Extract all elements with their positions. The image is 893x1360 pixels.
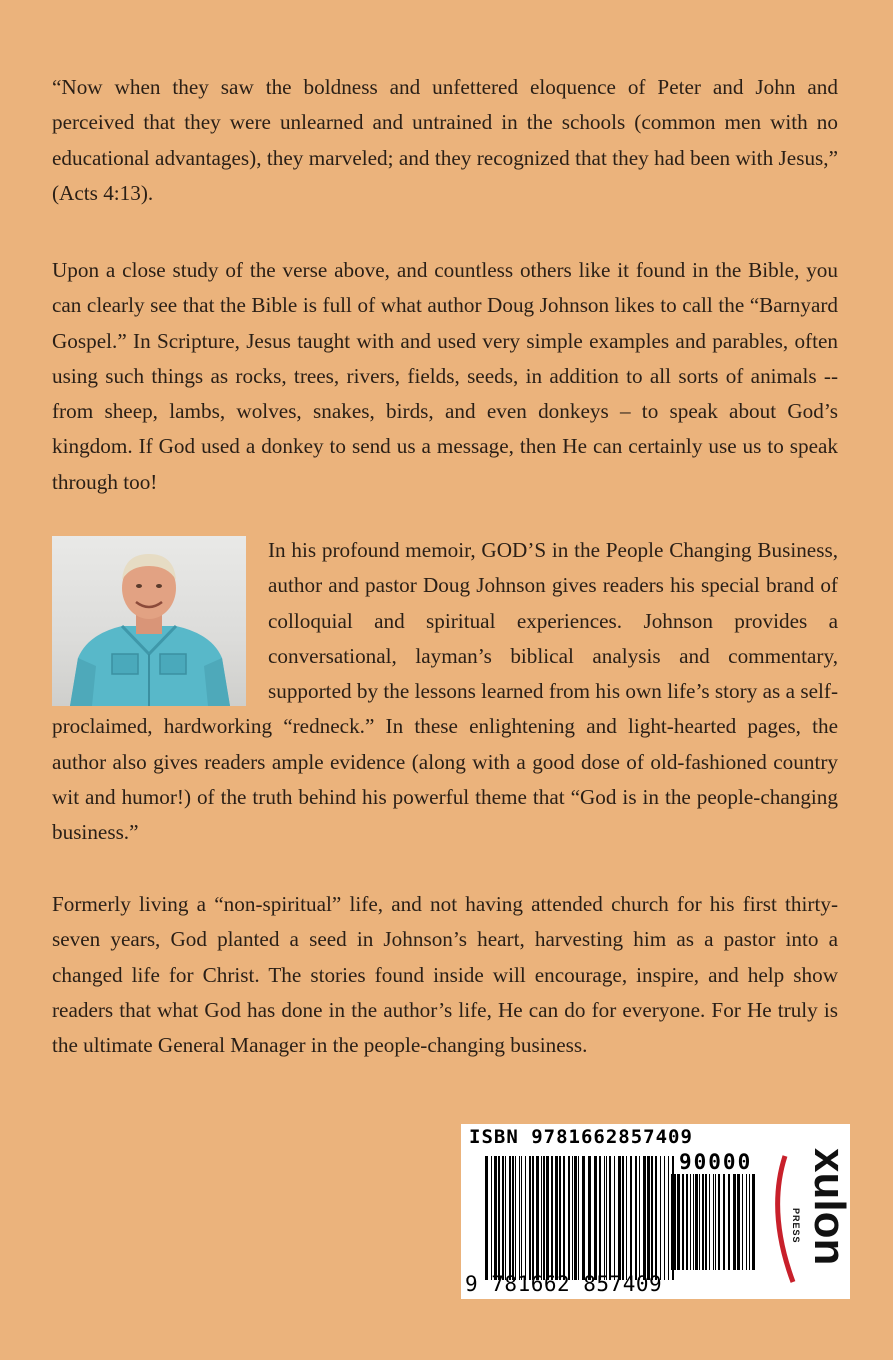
barcode-bar — [546, 1156, 549, 1280]
barcode-bar — [525, 1156, 526, 1280]
barcode-bar — [622, 1156, 624, 1280]
barcode-bar — [733, 1174, 736, 1270]
barcode-bar — [673, 1174, 676, 1270]
barcode-bar — [582, 1156, 585, 1280]
barcode-bar — [630, 1156, 632, 1280]
memoir-section — [52, 533, 838, 851]
author-photo — [52, 536, 246, 706]
barcode-bar — [599, 1156, 601, 1280]
barcode-bar — [723, 1174, 725, 1270]
barcode-bar — [521, 1156, 522, 1280]
barcode-bar — [742, 1174, 743, 1270]
barcode-bar — [568, 1156, 570, 1280]
barcode-bar — [677, 1174, 680, 1270]
barcode-bar — [660, 1156, 661, 1280]
price-addon-number: 90000 — [679, 1150, 753, 1174]
ean-barcode — [485, 1156, 673, 1280]
barcode-bar — [705, 1174, 707, 1270]
author-portrait-icon — [52, 536, 246, 706]
barcode-bar — [715, 1174, 716, 1270]
barcode-bar — [643, 1156, 646, 1280]
barcode-bar — [543, 1156, 545, 1280]
barcode-bar — [555, 1156, 558, 1280]
publisher-name: xulon — [805, 1148, 854, 1266]
barcode-bar — [664, 1156, 665, 1280]
barcode-bar — [559, 1156, 561, 1280]
barcode-bar — [594, 1156, 597, 1280]
barcode-bar — [563, 1156, 565, 1280]
barcode-bar — [695, 1174, 698, 1270]
isbn-barcode-block — [461, 1124, 854, 1299]
barcode-bar — [618, 1156, 621, 1280]
barcode-bar — [532, 1156, 534, 1280]
barcode-bar — [713, 1174, 714, 1270]
barcode-bar — [702, 1174, 704, 1270]
barcode-bar — [551, 1156, 553, 1280]
barcode-bar — [578, 1156, 579, 1280]
barcode-bar — [728, 1174, 730, 1270]
barcode-bar — [572, 1156, 573, 1280]
barcode-bar — [588, 1156, 591, 1280]
publisher-sub: PRESS — [791, 1208, 801, 1244]
barcode-bar — [668, 1156, 669, 1280]
barcode-bar — [512, 1156, 514, 1280]
addon-barcode — [671, 1174, 755, 1270]
barcode-bar — [699, 1174, 700, 1270]
barcode-bar — [509, 1156, 511, 1280]
barcode-bar — [752, 1174, 755, 1270]
isbn-digits: 9 781662 857409 — [465, 1272, 663, 1296]
conversion-paragraph: Formerly living a “non-spiritual” life, and not having attended church for his first thirty-seven years, God planted a seed in Johnson’s heart, harvesting him as a pastor into a changed life for Christ. The stories found inside will encourage, inspire, and help show readers that what God has done in the author’s life, He can do for everyone. For He truly is the ultimate General Manager in the people-changing business. — [52, 892, 838, 1058]
barcode-bar — [574, 1156, 577, 1280]
xulon-press-logo — [771, 1142, 854, 1292]
barcode-bar — [502, 1156, 504, 1280]
barcode-bar — [671, 1174, 672, 1270]
barcode-bar — [737, 1174, 740, 1270]
barcode-bar — [709, 1174, 710, 1270]
barcode-bar — [635, 1156, 637, 1280]
barcode-bar — [494, 1156, 497, 1280]
barcode-bar — [529, 1156, 531, 1280]
memoir-paragraph: In his profound memoir, GOD’S in the People Changing Business, author and pastor Doug Johnson gives readers his special brand of colloquial and spiritual experiences. Johnson provides a conversational, layman’s biblical analysis and commentary, supported by the lessons learned from his own life’s story as a self-proclaimed, hardworking “redneck.” In these enlightening and light-hearted pages, the author also gives readers ample evidence (along with a good dose of old-fashioned country wit and humor!) of the truth behind his powerful theme that “God is in the people-changing business.” — [52, 538, 838, 845]
barnyard-gospel-paragraph: Upon a close study of the verse above, and countless others like it found in the Bible, you can clearly see that the Bible is full of what author Doug Johnson likes to call the “Barnyard Gospel.” In Scripture, Jesus taught with and used very simple examples and parables, often using such things as rocks, trees, rivers, fields, seeds, in addition to all sorts of animals -- from sheep, lambs, wolves, snakes, birds, and even donkeys – to speak about God’s kingdom. If God used a donkey to send us a message, then He can certainly use us to speak through too! — [52, 258, 838, 494]
barcode-bar — [505, 1156, 506, 1280]
barcode-bar — [515, 1156, 516, 1280]
barcode-bar — [718, 1174, 720, 1270]
barcode-bar — [746, 1174, 747, 1270]
barcode-bar — [485, 1156, 488, 1280]
logo-swoosh-icon — [778, 1156, 793, 1282]
barcode-bar — [655, 1156, 657, 1280]
barcode-bar — [682, 1174, 684, 1270]
barcode-bar — [498, 1156, 500, 1280]
barcode-bar — [749, 1174, 750, 1270]
barcode-bar — [519, 1156, 520, 1280]
barcode-bar — [606, 1156, 607, 1280]
barcode-bar — [541, 1156, 542, 1280]
barcode-bar — [647, 1156, 650, 1280]
isbn-label: ISBN 9781662857409 — [469, 1126, 693, 1148]
barcode-bar — [609, 1156, 611, 1280]
barcode-bar — [491, 1156, 492, 1280]
barcode-bar — [686, 1174, 688, 1270]
barcode-bar — [626, 1156, 627, 1280]
barcode-bar — [614, 1156, 615, 1280]
barcode-bar — [651, 1156, 653, 1280]
barcode-bar — [690, 1174, 691, 1270]
barcode-bar — [639, 1156, 640, 1280]
scripture-quote: “Now when they saw the boldness and unfettered eloquence of Peter and John and perceived that they were unlearned and untrained in the schools (common men with no educational advantages), they marveled; and they recognized that they had been with Jesus,” (Acts 4:13). — [52, 75, 838, 205]
barcode-bar — [604, 1156, 605, 1280]
barcode-bar — [536, 1156, 539, 1280]
barcode-bar — [693, 1174, 694, 1270]
